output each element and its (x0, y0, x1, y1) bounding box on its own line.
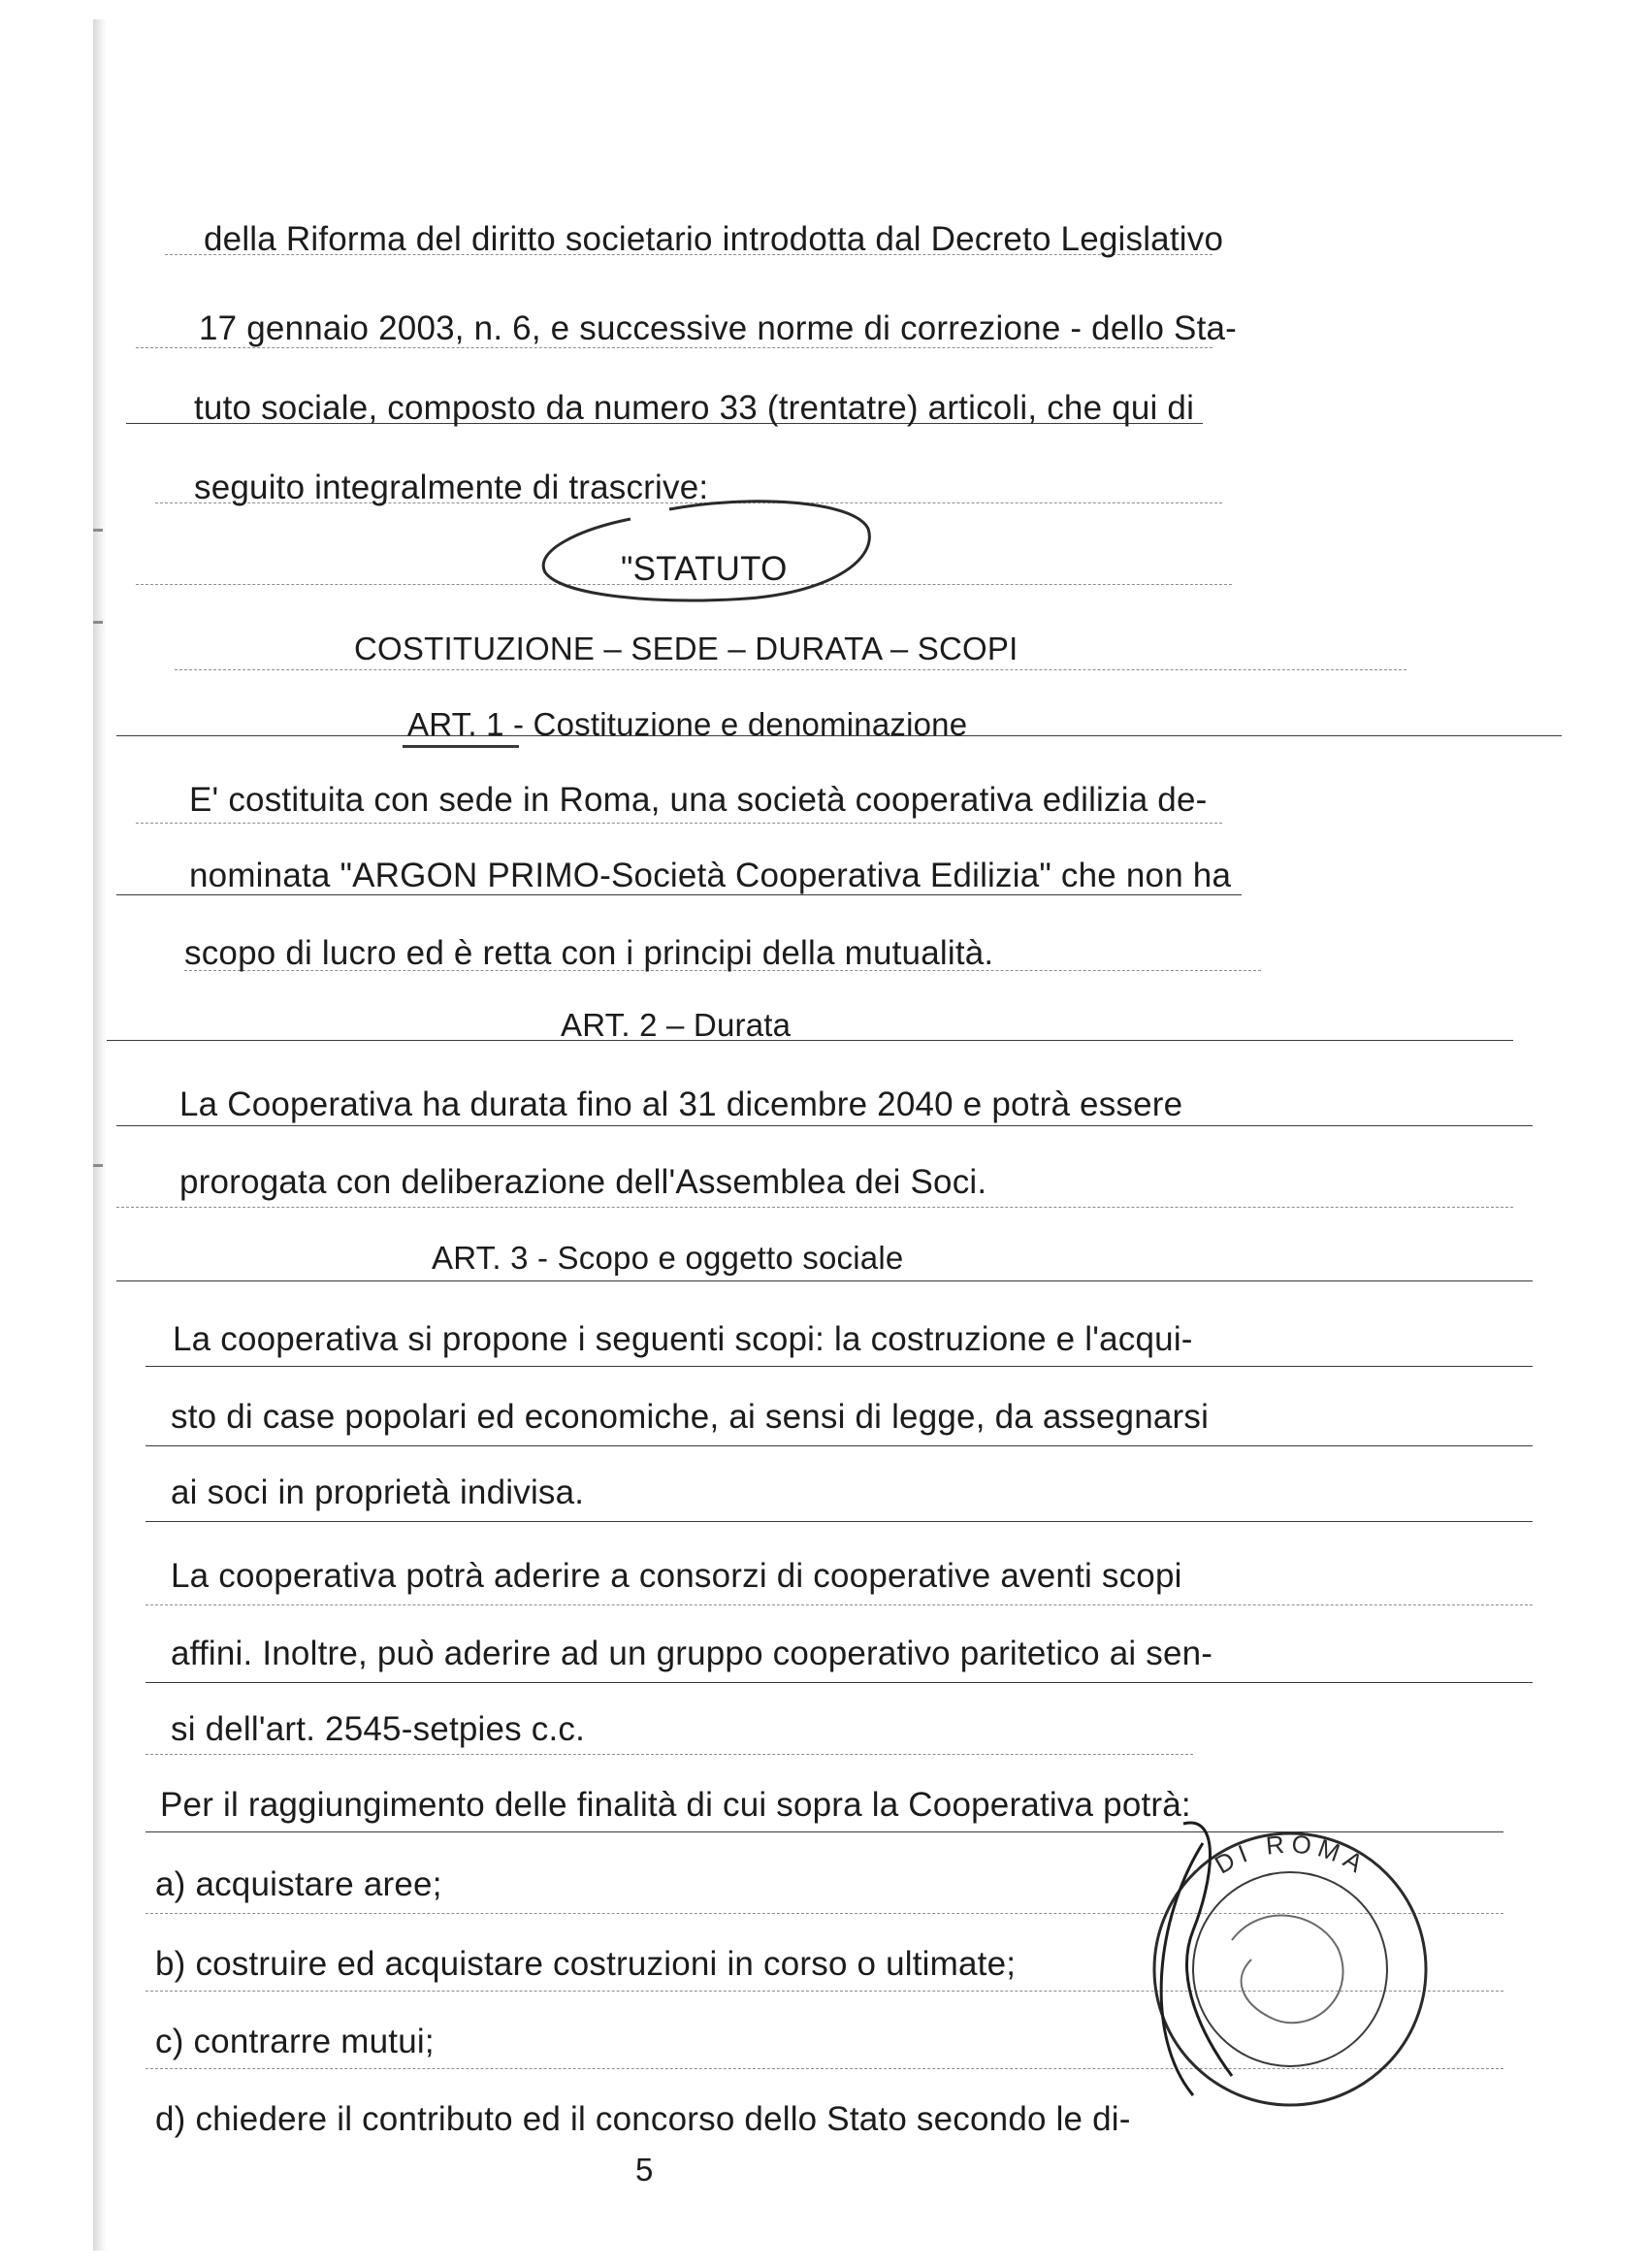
statute-title: "STATUTO (621, 550, 788, 588)
list-item: d) chiedere il contributo ed il concorso dello Stato secondo le di- (155, 2100, 1131, 2138)
text-line: della Riforma del diritto societario introdotta dal Decreto Legislativo (204, 220, 1224, 258)
article-heading: ART. 1 - Costituzione e denominazione (407, 706, 968, 742)
rule-line (146, 1682, 1533, 1683)
text-line: La cooperativa potrà aderire a consorzi di cooperative aventi scopi (171, 1557, 1182, 1595)
text-line: tuto sociale, composto da numero 33 (trentatre) articoli, che qui di (194, 389, 1195, 427)
rule-line (146, 1604, 1533, 1605)
text-line: La Cooperativa ha durata fino al 31 dicembre 2040 e potrà essere (179, 1085, 1183, 1123)
text-line: Per il raggiungimento delle finalità di cui sopra la Cooperativa potrà: (160, 1786, 1191, 1824)
text-line: si dell'art. 2545-setpies c.c. (171, 1710, 586, 1748)
underline-mark (403, 745, 519, 748)
rule-line (146, 1754, 1193, 1755)
svg-text:DI ROMA (1210, 1829, 1373, 1881)
page-number: 5 (635, 2152, 654, 2187)
stamp-text: DI ROMA (1210, 1829, 1374, 1882)
binding-mark (93, 621, 103, 624)
article-heading: ART. 3 - Scopo e oggetto sociale (432, 1240, 904, 1276)
text-line: sto di case popolari ed economiche, ai sensi di legge, da assegnarsi (171, 1398, 1210, 1436)
binding-mark (93, 529, 103, 532)
text-line: nominata "ARGON PRIMO-Società Cooperativa Edilizia" che non ha (189, 857, 1232, 894)
article-heading: ART. 2 – Durata (561, 1007, 792, 1043)
binding-mark (93, 1164, 103, 1167)
rule-line (116, 1125, 1533, 1126)
rule-line (107, 1040, 1513, 1041)
text-line: prorogata con deliberazione dell'Assemblea dei Soci. (179, 1163, 987, 1201)
text-line: E' costituita con sede in Roma, una società cooperativa edilizia de- (189, 781, 1208, 819)
text-line: ai soci in proprietà indivisa. (171, 1474, 585, 1511)
binding-edge (93, 19, 107, 2251)
section-heading: COSTITUZIONE – SEDE – DURATA – SCOPI (354, 631, 1018, 666)
list-item: c) contrarre mutui; (155, 2023, 435, 2060)
rule-line (146, 1521, 1533, 1522)
list-item: b) costruire ed acquistare costruzioni in corso o ultimate; (155, 1945, 1017, 1983)
text-line: 17 gennaio 2003, n. 6, e successive norme di correzione - dello Sta- (199, 309, 1238, 347)
rule-line (136, 823, 1222, 824)
list-item: a) acquistare aree; (155, 1865, 442, 1903)
rule-line (146, 1445, 1533, 1446)
rule-line (146, 1366, 1533, 1367)
rule-line (116, 1280, 1533, 1281)
text-line: La cooperativa si propone i seguenti scopi: la costruzione e l'acqui- (173, 1320, 1193, 1358)
text-line: scopo di lucro ed è retta con i principi della mutualità. (184, 934, 994, 972)
text-line: seguito integralmente di trascrive: (194, 469, 709, 506)
rule-line (116, 1207, 1513, 1208)
notary-stamp (1116, 1785, 1465, 2154)
rule-line (175, 669, 1406, 670)
text-line: affini. Inoltre, può aderire ad un gruppo cooperativo paritetico ai sen- (171, 1635, 1213, 1672)
